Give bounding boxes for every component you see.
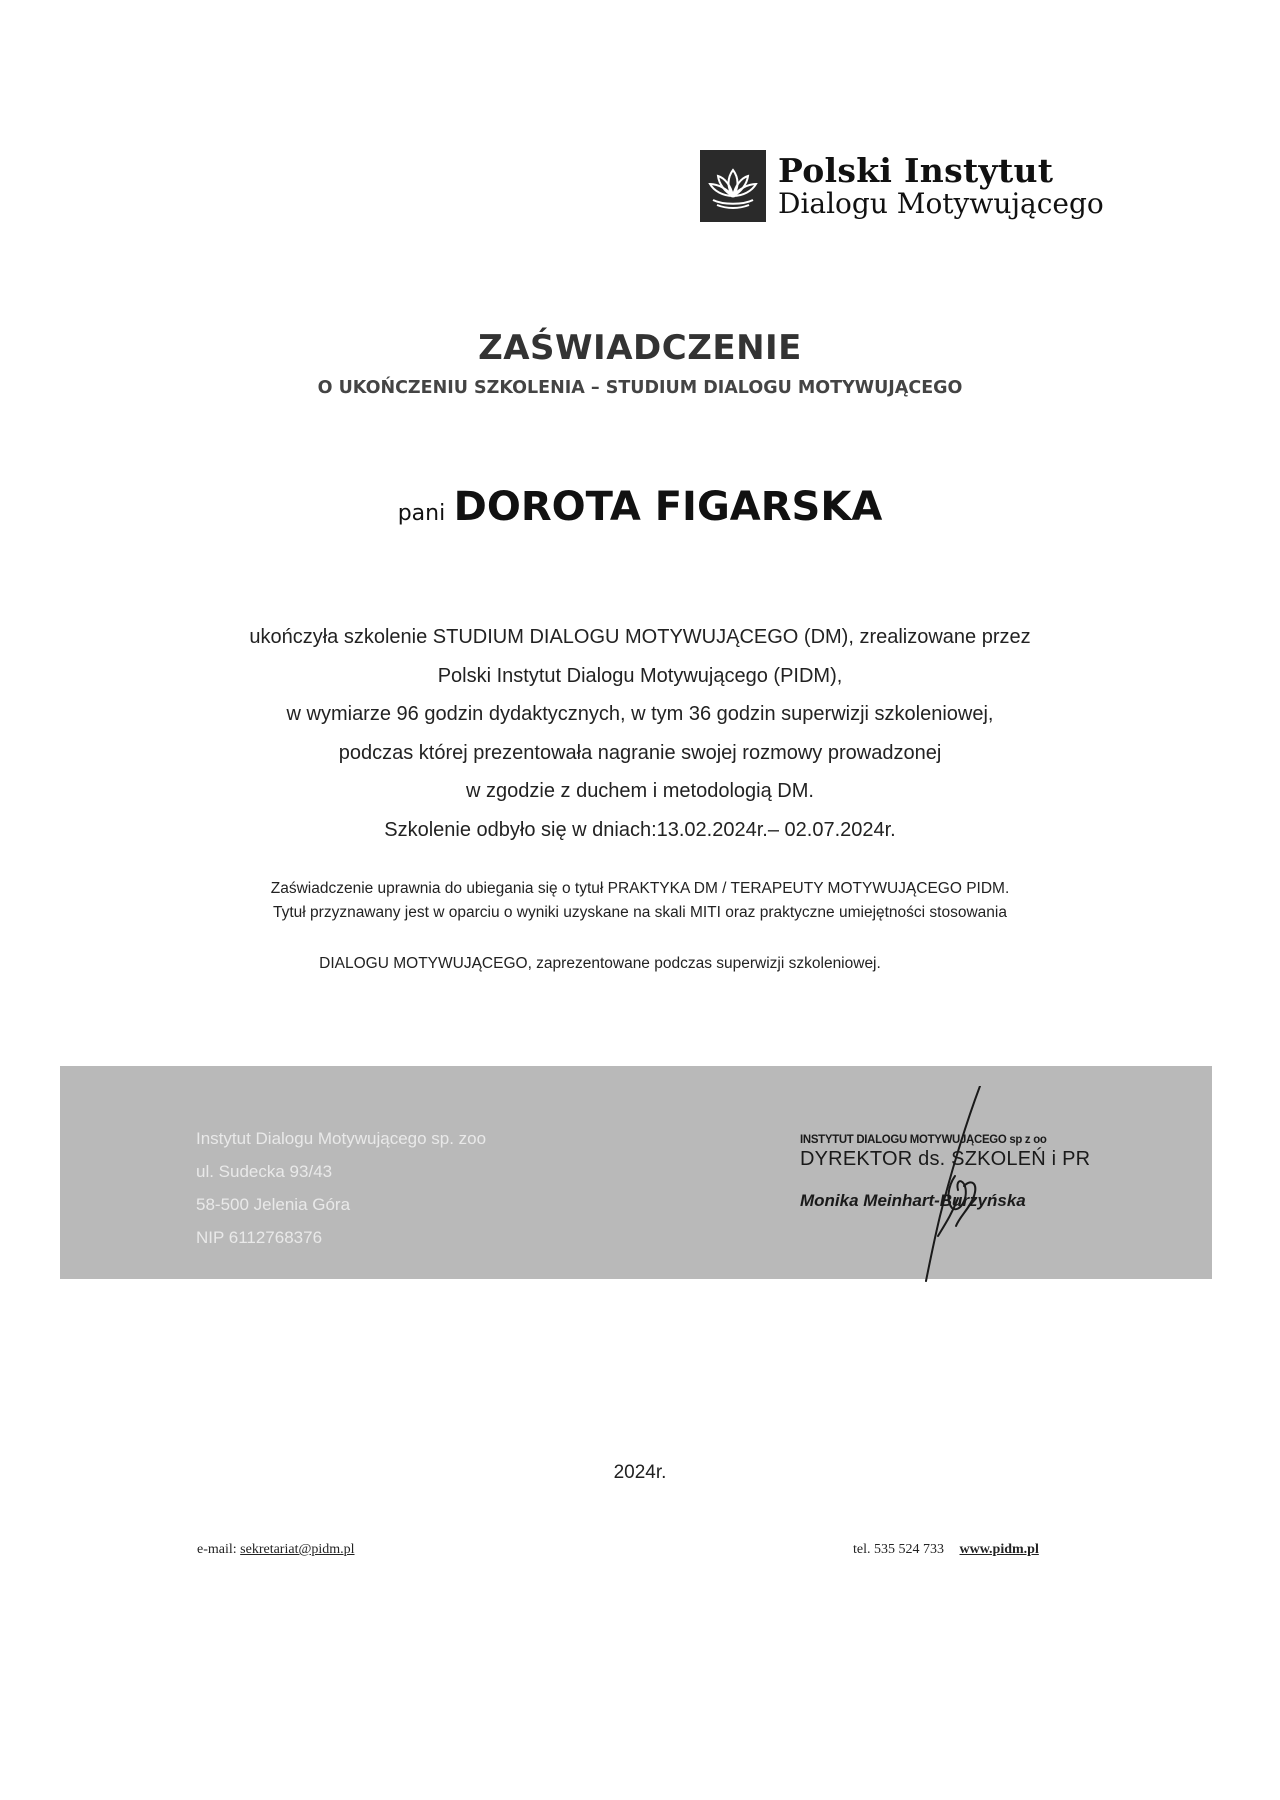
stamp-person: Monika Meinhart-Burzyńska: [800, 1191, 1026, 1210]
address-nip: NIP 6112768376: [196, 1228, 323, 1247]
note-line: Tytuł przyznawany jest w oparciu o wyniki uzyskane na skali MITI oraz praktyczne umiejętności stosowania: [273, 904, 1007, 921]
body-line: w wymiarze 96 godzin dydaktycznych, w tym 36 godzin superwizji szkoleniowej,: [286, 703, 994, 725]
footer-email: [197, 1542, 355, 1558]
logo-wordmark: [778, 153, 1104, 219]
body-line: Szkolenie odbyło się w dniach:13.02.2024r.– 02.07.2024r.: [384, 818, 896, 841]
email-label: e-mail:: [197, 1542, 237, 1557]
institute-logo: [700, 150, 1104, 222]
lotus-icon: [700, 150, 766, 222]
email-link[interactable]: sekretariat@pidm.pl: [240, 1542, 355, 1557]
website-link[interactable]: www.pidm.pl: [959, 1542, 1039, 1557]
recipient: [0, 484, 1280, 530]
address-street: ul. Sudecka 93/43: [196, 1162, 333, 1181]
body-line: ukończyła szkolenie STUDIUM DIALOGU MOTYWUJĄCEGO (DM), zrealizowane przez: [249, 626, 1031, 648]
footer-contact: [853, 1542, 1039, 1558]
certificate-body: [0, 618, 1280, 849]
body-line: w zgodzie z duchem i metodologią DM.: [466, 780, 814, 802]
stamp-institute: INSTYTUT DIALOGU MOTYWUJĄCEGO sp z oo: [800, 1132, 1047, 1146]
body-line: podczas której prezentowała nagranie swojej rozmowy prowadzonej: [338, 741, 942, 764]
recipient-name: DOROTA FIGARSKA: [453, 484, 883, 530]
footer-band: [60, 1066, 1212, 1279]
recipient-prefix: pani: [397, 501, 446, 526]
document-subtitle: O UKOŃCZENIU SZKOLENIA – STUDIUM DIALOGU MOTYWUJĄCEGO: [317, 378, 963, 398]
phone-number: tel. 535 524 733: [853, 1542, 944, 1557]
address-city: 58-500 Jelenia Góra: [196, 1195, 351, 1214]
address-company: Instytut Dialogu Motywującego sp. zoo: [196, 1129, 487, 1148]
note-line: Zaświadczenie uprawnia do ubiegania się o tytuł PRAKTYKA DM / TERAPEUTY MOTYWUJĄCEGO PIDM.: [270, 880, 1010, 897]
document-year: 2024r.: [613, 1462, 667, 1483]
stamp-position: DYREKTOR ds. SZKOLEŃ i PR: [800, 1148, 1091, 1170]
logo-line-1: Polski Instytut: [778, 151, 1054, 191]
note-line: DIALOGU MOTYWUJĄCEGO, zaprezentowane podczas superwizji szkoleniowej.: [319, 955, 881, 972]
logo-line-2: Dialogu Motywującego: [778, 186, 1104, 220]
body-line: Polski Instytut Dialogu Motywującego (PIDM),: [437, 664, 843, 687]
signature-icon: [860, 1086, 1000, 1286]
company-address: [196, 1122, 486, 1254]
document-title: ZAŚWIADCZENIE: [478, 328, 802, 368]
